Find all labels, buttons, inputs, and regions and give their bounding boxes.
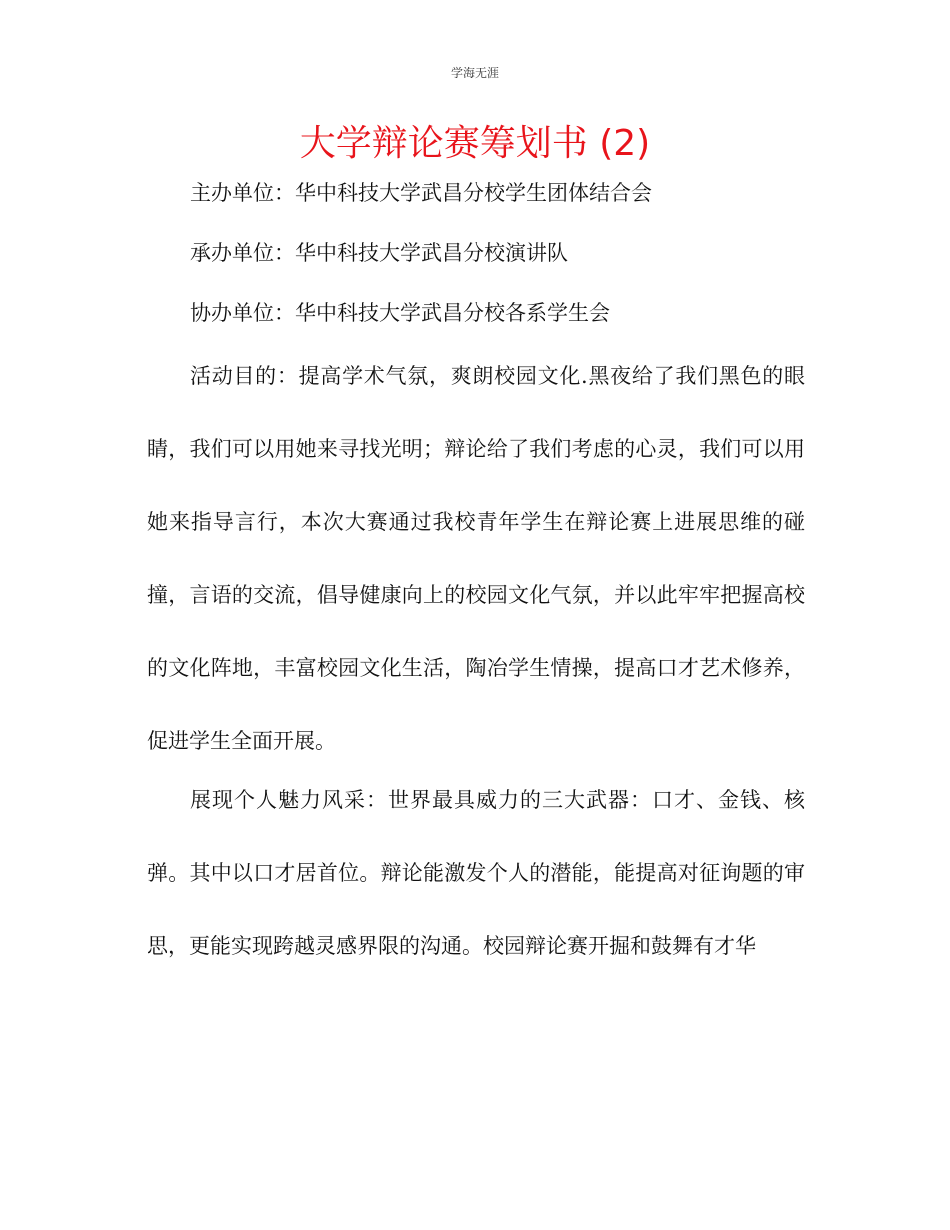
organizer-line: 主办单位：华中科技大学武昌分校学生团体结合会 [190, 181, 652, 205]
undertaker-line: 承办单位：华中科技大学武昌分校演讲队 [190, 241, 568, 265]
co-organizer-line: 协办单位：华中科技大学武昌分校各系学生会 [190, 301, 610, 325]
purpose-paragraph: 活动目的：提高学术气氛，爽朗校园文化.黑夜给了我们黑色的眼睛，我们可以用她来寻找光明；辩论给了我们考虑的心灵，我们可以用她来指导言行，本次大赛通过我校青年学生在辩论赛上进展思维的碰撞，言语的交流，倡导健康向上的校园文化气氛，并以此牢牢把握高校的文化阵地，丰富校园文化生活，陶冶学生情操，提高口才艺术修养，促进学生全面开展。 [147, 364, 805, 753]
charm-paragraph: 展现个人魅力风采：世界最具威力的三大武器：口才、金钱、核弹。其中以口才居首位。辩论能激发个人的潜能，能提高对征询题的审思，更能实现跨越灵感界限的沟通。校园辩论赛开掘和鼓舞有才华 [147, 788, 805, 958]
page-header: 学海无涯 [450, 66, 499, 80]
document-title: 大学辩论赛筹划书 (2) [299, 123, 651, 164]
